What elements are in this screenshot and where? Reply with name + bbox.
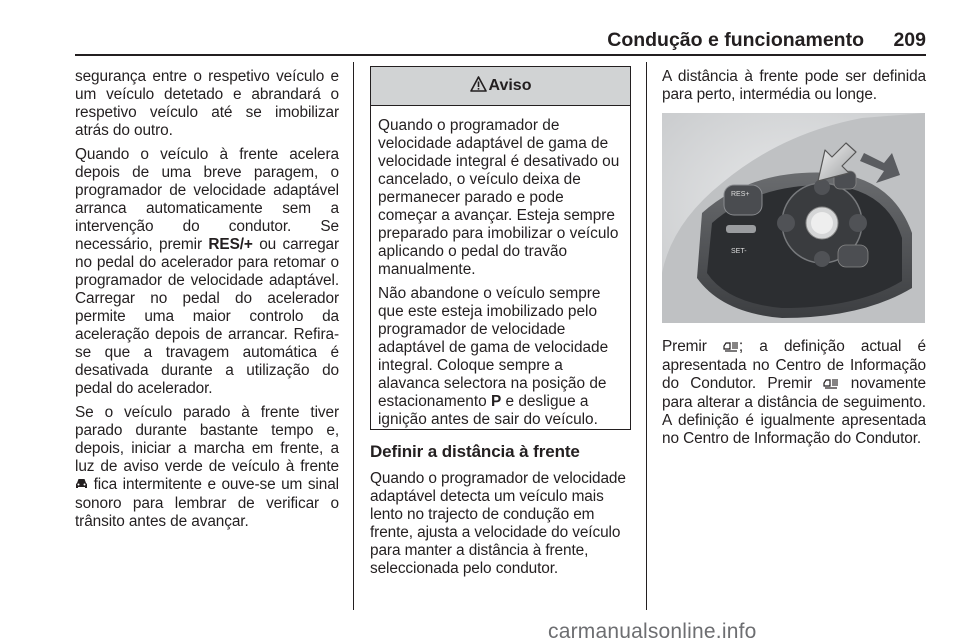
right-paragraph-1: A distância à frente pode ser definida para perto, intermédia ou longe. bbox=[662, 68, 926, 103]
warning-paragraph-1: Quando o programador de velocidade adaptável de gama de velocidade integral é desativado ou cancelado, o veículo deixa de permanecer parado e pode começar a avançar. Esteja sempre preparado para imobilizar o veículo aplicando o pedal do travão manualmente. bbox=[378, 117, 620, 278]
res-plus-photo-label: RES+ bbox=[731, 191, 750, 198]
vehicle-ahead-icon bbox=[75, 477, 88, 495]
warning-body bbox=[371, 106, 630, 429]
page-number: 209 bbox=[893, 29, 926, 51]
middle-section bbox=[370, 442, 632, 584]
page-header bbox=[75, 28, 926, 54]
section-heading: Definir a distância à frente bbox=[370, 442, 580, 461]
left-column bbox=[75, 68, 339, 537]
right-column-bottom bbox=[662, 338, 926, 454]
right-column-top bbox=[662, 68, 926, 110]
warning-header bbox=[371, 67, 630, 106]
left-paragraph-2: Quando o veículo à frente acelera depois de uma breve paragem, o programador de velocidade adaptável arranca automaticamente sem a intervenção do condutor. Se necessário, premir RES/+ ou carregar no pedal do acelerador para retomar o programador de velocidade adaptável. Carregar no pedal do acelerador permite uma maior controlo da aceleração depois de arrancar. Refira-se que a travagem automática é desativada durante a utilização do pedal do acelerador. bbox=[75, 146, 340, 397]
set-minus-photo-label: SET- bbox=[731, 248, 747, 255]
header-rule bbox=[75, 54, 926, 56]
warning-box bbox=[370, 66, 631, 430]
park-position-label: P bbox=[490, 393, 502, 410]
res-plus-label: RES/+ bbox=[208, 236, 253, 253]
following-distance-icon bbox=[823, 376, 839, 394]
steering-wheel-photo bbox=[662, 113, 925, 323]
left-paragraph-1: segurança entre o respetivo veículo e um veículo detetado e abrandará o respetivo veículo até se imobilizar atrás do outro. bbox=[75, 68, 339, 139]
column-divider-right bbox=[646, 62, 647, 610]
chapter-title: Condução e funcionamento bbox=[607, 29, 864, 51]
right-paragraph-2: Premir ; a definição actual é apresentada no Centro de Informação do Condutor. Premir novamente para alterar a distância de seguimento. A definição é igualmente apresentada no Centro de Informação do Condutor. bbox=[662, 338, 926, 447]
watermark: carmanualsonline.info bbox=[548, 620, 757, 643]
left-paragraph-3: Se o veículo parado à frente tiver parado durante bastante tempo e, depois, iniciar a marcha em frente, a luz de aviso verde de veículo à frente fica intermitente e ouve-se um sinal sonoro para lembrar de verificar o trânsito antes de avançar. bbox=[75, 404, 339, 530]
column-divider-left bbox=[353, 62, 354, 610]
section-body: Quando o programador de velocidade adaptável detecta um veículo mais lento no trajecto de condução em frente, ajusta a velocidade do veículo para manter a distância à frente, seleccionada pelo condutor. bbox=[370, 470, 626, 577]
warning-triangle-icon bbox=[470, 76, 489, 97]
warning-title: Aviso bbox=[488, 77, 532, 94]
warning-paragraph-2: Não abandone o veículo sempre que este esteja imobilizado pelo programador de velocidade adaptável de gama de velocidade integral. Coloque sempre a alavanca selectora na posição de estacionamento P e desligue a ignição antes de sair do veículo. bbox=[378, 285, 609, 428]
following-distance-icon bbox=[723, 339, 739, 357]
